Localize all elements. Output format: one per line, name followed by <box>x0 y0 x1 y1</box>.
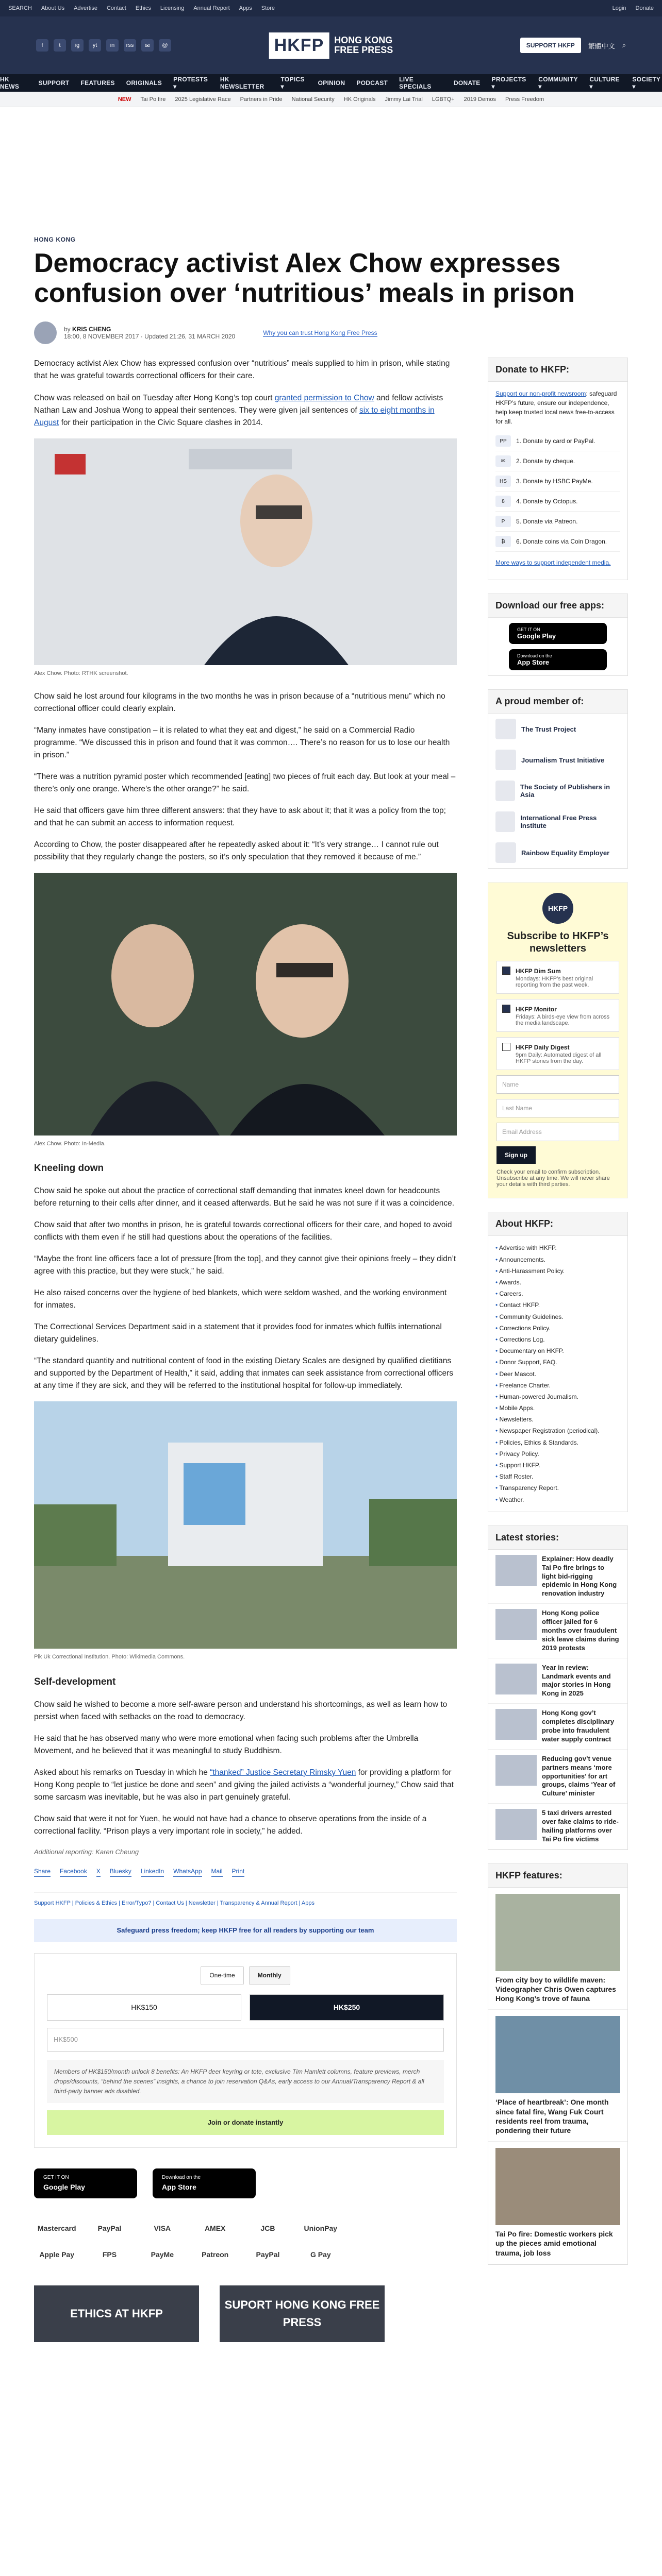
newsletter-option[interactable]: HKFP Dim Sum Mondays: HKFP’s best original reporting from the past week. <box>496 961 619 994</box>
topbar-licensing[interactable]: Licensing <box>160 5 185 11</box>
byline-row <box>34 321 628 344</box>
frequency-toggle <box>47 1966 444 1985</box>
paragraph: Chow was released on bail on Tuesday after Hong Kong’s top court granted permission to Chow and fellow activists Nathan Law and Joshua Wong to appeal their sentences. They were given jail sentences of six to eight months in August for their participation in the Civic Square clashes in 2014. <box>34 393 443 427</box>
paragraph: “The standard quantity and nutritional content of food in the existing Dietary Scales are designed by qualified dietitians and supported by the Department of Health,” it said, adding that inmates can seek assistance from correctional officers at any time if they are sick, and they will be referred to the institutional hospital for follow-up immediately. <box>34 1357 454 1391</box>
nav-item[interactable]: LIVE SPECIALS <box>399 76 432 90</box>
about-link[interactable]: • Newsletters. <box>495 1414 620 1425</box>
amount-option[interactable]: HK$150 <box>47 1994 241 2021</box>
header-actions <box>520 38 626 53</box>
cheque-icon: ✉ <box>495 455 511 467</box>
fps-icon: FPS <box>102 2250 117 2259</box>
paragraph: “There was a nutrition pyramid poster which recommended [eating] two pieces of fruit each day. But look at your meal – there’s only one orange. Where’s the other orange?” he said. <box>34 772 456 793</box>
about-link[interactable]: • Documentary on HKFP. <box>495 1345 620 1357</box>
other-amount-field[interactable]: HK$500 <box>47 2028 444 2052</box>
paragraph: Chow said he spoke out about the practice of correctional staff demanding that inmates kneel down for headcounts before returning to their cells after dinner, and it ceased afterwards. But he said he was not sure if it was a coincidence. <box>34 1187 455 1208</box>
story-item[interactable]: Hong Kong police officer jailed for 6 months over fraudulent sick leave claims during 2019 protests <box>488 1604 627 1658</box>
member-ipi[interactable]: International Free Press Institute <box>488 806 627 837</box>
about-link[interactable]: • Community Guidelines. <box>495 1311 620 1323</box>
share-linkedin[interactable]: LinkedIn <box>141 1867 164 1877</box>
author-avatar <box>34 321 57 344</box>
donate-option[interactable]: PP 1. Donate by card or PayPal. <box>495 431 620 451</box>
article-dates: 18:00, 8 NOVEMBER 2017 · Updated 21:26, 31 MARCH 2020 <box>64 333 236 341</box>
nav-item[interactable]: ORIGINALS <box>126 79 162 87</box>
feature-item[interactable]: Tai Po fire: Domestic workers pick up the pieces amid emotional trauma, job loss <box>488 2142 627 2264</box>
site-header <box>0 16 662 74</box>
support-banner[interactable]: SUPORT HONG KONG FREE PRESS <box>220 2285 385 2342</box>
footer-links[interactable]: Support HKFP | Policies & Ethics | Error/Typo? | Contact Us | Newsletter | Transparency & Annual Report | Apps <box>34 1892 457 1908</box>
about-link[interactable]: • Contact HKFP. <box>495 1299 620 1311</box>
donate-option[interactable]: ₿ 6. Donate coins via Coin Dragon. <box>495 532 620 552</box>
sopa-logo <box>495 781 515 801</box>
support-link[interactable]: Support our non-profit newsroom <box>495 390 586 398</box>
share-bar <box>34 1867 457 1877</box>
social-links <box>36 39 171 52</box>
search-icon[interactable]: ⌕ <box>622 41 626 49</box>
site-logo[interactable] <box>269 32 393 59</box>
donate-option[interactable]: 8 4. Donate by Octopus. <box>495 492 620 512</box>
story-thumbnail <box>495 1809 537 1840</box>
threads-icon[interactable]: @ <box>159 39 171 52</box>
about-link[interactable]: • Support HKFP. <box>495 1460 620 1471</box>
nav-item[interactable]: DONATE <box>453 79 481 87</box>
unionpay-icon: UnionPay <box>304 2224 338 2232</box>
linkedin-icon[interactable]: in <box>106 39 119 52</box>
share-bluesky[interactable]: Bluesky <box>110 1867 131 1877</box>
trending-link[interactable]: Tai Po fire <box>140 96 166 103</box>
story-item[interactable]: Year in review: Landmark events and major stories in Hong Kong in 2025 <box>488 1658 627 1704</box>
about-link[interactable]: • Policies, Ethics & Standards. <box>495 1437 620 1448</box>
donate-option[interactable]: HS 3. Donate by HSBC PayMe. <box>495 471 620 492</box>
logo-name: HONG KONG FREE PRESS <box>334 35 393 55</box>
share-x[interactable]: X <box>96 1867 101 1877</box>
about-link[interactable]: • Announcements. <box>495 1254 620 1265</box>
about-link[interactable]: • Human-powered Journalism. <box>495 1391 620 1402</box>
feature-item[interactable]: From city boy to wildlife maven: Videographer Chris Owen captures Hong Kong’s trove of fauna <box>488 1888 627 2010</box>
top-utility-bar <box>0 0 662 16</box>
paragraph: Chow said he wished to become a more self-aware person and understand his shortcomings, as well as learn how to persist when faced with setbacks on the road to democracy. <box>34 1700 448 1721</box>
promo-banners <box>34 2285 457 2342</box>
about-link[interactable]: • Corrections Policy. <box>495 1323 620 1334</box>
trending-link[interactable]: National Security <box>291 96 335 103</box>
topbar-search[interactable]: SEARCH <box>8 5 32 11</box>
topbar-advertise[interactable]: Advertise <box>74 5 97 11</box>
signup-button[interactable]: Sign up <box>496 1146 536 1164</box>
additional-reporting: Additional reporting: Karen Cheung <box>34 1848 139 1856</box>
photo-placeholder <box>34 438 457 665</box>
topbar-donate[interactable]: Donate <box>635 5 654 11</box>
donate-option[interactable]: P 5. Donate via Patreon. <box>495 512 620 532</box>
about-link[interactable]: • Transparency Report. <box>495 1482 620 1494</box>
about-link[interactable]: • Advertise with HKFP. <box>495 1242 620 1253</box>
rainbow-logo <box>495 842 516 863</box>
donation-widget <box>34 1953 457 2148</box>
safeguard-banner[interactable]: Safeguard press freedom; keep HKFP free for all readers by supporting our team <box>34 1919 457 1942</box>
sidebar-heading: Latest stories: <box>488 1526 627 1550</box>
trending-link[interactable]: Partners in Pride <box>240 96 283 103</box>
paragraph: “Maybe the front line officers face a lot of pressure [from the top], and they cannot give their opinions freely – they didn’t agree with this practice, but they were stuck,” he said. <box>34 1255 456 1276</box>
apps-box <box>488 594 628 676</box>
name-field[interactable]: Name <box>496 1075 619 1094</box>
share-whatsapp[interactable]: WhatsApp <box>173 1867 202 1877</box>
apple-pay-icon: Apple Pay <box>39 2250 75 2259</box>
checkbox[interactable] <box>502 1043 510 1051</box>
sidebar-heading: Download our free apps: <box>488 594 627 618</box>
inline-link[interactable]: “thanked” Justice Secretary Rimsky Yuen <box>210 1768 356 1777</box>
app-store-badges <box>34 2168 457 2198</box>
article-image-3 <box>34 1401 457 1649</box>
trending-bar <box>0 92 662 107</box>
member-jti[interactable]: Journalism Trust Initiative <box>488 744 627 775</box>
sidebar-heading: A proud member of: <box>488 690 627 714</box>
youtube-icon[interactable]: yt <box>89 39 101 52</box>
paragraph: Chow said that were it not for Yuen, he would not have had a chance to observe operations from the inside of a correctional facility. “Prison plays a very important role in society,” he added. <box>34 1815 427 1836</box>
patreon-icon: P <box>495 516 511 527</box>
google-play-badge[interactable]: GET IT ON Google Play <box>34 2168 137 2198</box>
about-box <box>488 1212 628 1512</box>
main-navigation <box>0 74 662 92</box>
inline-link[interactable]: granted permission to Chow <box>274 393 374 402</box>
article-headline: Democracy activist Alex Chow expresses confusion over ‘nutritious’ meals in prison <box>34 248 575 309</box>
story-item[interactable]: Hong Kong gov’t completes disciplinary probe into fraudulent water supply contract <box>488 1704 627 1750</box>
coin-icon: ₿ <box>495 536 511 547</box>
paragraph: According to Chow, the poster disappeared after he repeatedly asked about it: “It’s very strange… I cannot rule out possibility that they regularly change the posters, so it’s only speculation that they removed it because of me.” <box>34 840 439 861</box>
jcb-icon: JCB <box>260 2224 275 2232</box>
feature-image <box>495 2016 620 2093</box>
photo-placeholder <box>34 873 457 1136</box>
payme-icon: PayMe <box>151 2250 174 2259</box>
member-trust-project[interactable]: The Trust Project <box>488 714 627 744</box>
jti-logo <box>495 750 516 770</box>
donate-box: Donate to HKFP: Support our non-profit newsroom: safeguard HKFP’s future, ensure our independence, help keep trusted local news free-to-access for all. PP 1. Donate by card or PayPal. ✉ 2. Donate by cheque. HS 3. Donate by HSBC PayMe. 8 4. Donate by Octopus. P 5. Donate via Patreon. ₿ 6. Donate coins via Coin Dragon. More ways to support independent media. <box>488 358 628 580</box>
newsletter-logo: HKFP <box>542 893 573 924</box>
checkbox[interactable] <box>502 967 510 975</box>
nav-item[interactable]: CULTURE ▾ <box>589 76 620 90</box>
story-item[interactable]: Explainer: How deadly Tai Po fire brings to light bid-rigging epidemic in Hong Kong renovation industry <box>488 1550 627 1604</box>
topbar-apps[interactable]: Apps <box>239 5 252 11</box>
topbar-store[interactable]: Store <box>261 5 275 11</box>
article-image-2 <box>34 873 457 1136</box>
features-box <box>488 1863 628 2265</box>
members-box <box>488 689 628 869</box>
nav-item[interactable]: PROTESTS ▾ <box>173 76 208 90</box>
nav-item[interactable]: SOCIETY ▾ <box>632 76 660 90</box>
newsletter-note: Check your email to confirm subscription. Unsubscribe at any time. We will never share your details with third parties. <box>496 1169 610 1188</box>
newsletter-signup <box>488 882 628 1198</box>
feature-item[interactable]: ‘Place of heartbreak’: One month since fatal fire, Wang Fuk Court residents reel from trauma, pondering their future <box>488 2010 627 2142</box>
topbar-about[interactable]: About Us <box>41 5 65 11</box>
about-link[interactable]: • Mobile Apps. <box>495 1402 620 1414</box>
story-thumbnail <box>495 1664 537 1694</box>
about-link[interactable]: • Donor Support, FAQ. <box>495 1357 620 1368</box>
trending-link[interactable]: Press Freedom <box>505 96 544 103</box>
nav-item[interactable]: SUPPORT <box>38 79 70 87</box>
nav-item[interactable]: HK NEWSLETTER <box>220 76 264 90</box>
more-ways-link[interactable]: More ways to support independent media. <box>495 559 611 567</box>
last-name-field[interactable]: Last Name <box>496 1099 619 1117</box>
article-body <box>34 358 457 2342</box>
checkbox[interactable] <box>502 1005 510 1013</box>
share-button[interactable]: Share <box>34 1867 51 1877</box>
instagram-icon[interactable]: ig <box>71 39 84 52</box>
paragraph: “Many inmates have constipation – it is related to what they eat and digest,” he said on a Commercial Radio programme. “We discussed this in prison and found that it was common…. There’s no reason for us to lose our health in prison.” <box>34 725 450 759</box>
member-sopa[interactable]: The Society of Publishers in Asia <box>488 775 627 806</box>
article-category[interactable]: HONG KONG <box>34 236 76 243</box>
member-rainbow[interactable]: Rainbow Equality Employer <box>488 837 627 868</box>
trending-link[interactable]: 2019 Demos <box>464 96 496 103</box>
latest-stories-box <box>488 1526 628 1850</box>
sidebar-heading: HKFP features: <box>488 1864 627 1888</box>
byline: by KRIS CHENG 18:00, 8 NOVEMBER 2017 · Updated 21:26, 31 MARCH 2020 <box>64 326 236 341</box>
paragraph: Chow said that after two months in prison, he is grateful towards correctional officers for their care, and hoped to avoid conflicts with them even if he still had questions about the operations of the facilities. <box>34 1221 452 1242</box>
newsletter-title: Subscribe to HKFP’s newsletters <box>507 930 609 955</box>
about-link[interactable]: • Staff Roster. <box>495 1471 620 1482</box>
topbar-annual-report[interactable]: Annual Report <box>193 5 230 11</box>
support-hkfp-button[interactable]: SUPPORT HKFP <box>520 38 581 53</box>
story-thumbnail <box>495 1755 537 1786</box>
author-name[interactable]: KRIS CHENG <box>72 326 111 333</box>
story-item[interactable]: Reducing gov’t venue partners means ‘more opportunities’ for art groups, claims ‘Year of Culture’ minister <box>488 1750 627 1804</box>
about-link[interactable]: • Deer Mascot. <box>495 1368 620 1380</box>
trending-link[interactable]: HK Originals <box>343 96 376 103</box>
about-link[interactable]: • Careers. <box>495 1288 620 1299</box>
article-image-1 <box>34 438 457 665</box>
sidebar <box>488 358 628 2342</box>
visa-icon: VISA <box>154 2224 171 2232</box>
mail-icon[interactable]: ✉ <box>141 39 154 52</box>
trending-link[interactable]: Jimmy Lai Trial <box>385 96 423 103</box>
paypal-icon: PayPal <box>97 2224 122 2232</box>
photo-placeholder <box>34 1401 457 1649</box>
ipi-logo <box>495 811 515 832</box>
about-link[interactable]: • Awards. <box>495 1277 620 1288</box>
feature-image <box>495 1894 620 1971</box>
twitter-icon[interactable]: t <box>54 39 66 52</box>
app-store-badge[interactable]: Download on the App Store <box>509 649 607 670</box>
inline-link[interactable]: six to eight months in August <box>34 405 435 427</box>
feature-image <box>495 2148 620 2225</box>
newsletter-option[interactable]: HKFP Monitor Fridays: A birds-eye view from across the media landscape. <box>496 999 619 1032</box>
topbar-login[interactable]: Login <box>612 5 626 11</box>
email-field[interactable]: Email Address <box>496 1123 619 1141</box>
new-badge: NEW <box>118 96 131 103</box>
join-donate-button[interactable]: Join or donate instantly <box>47 2110 444 2135</box>
paragraph: Democracy activist Alex Chow has expressed confusion over “nutritious” meals supplied to him in prison, while stating that he was grateful towards correctional officers for their care. <box>34 359 450 381</box>
mastercard-icon: Mastercard <box>37 2224 76 2232</box>
newsletter-option[interactable]: HKFP Daily Digest 9pm Daily: Automated digest of all HKFP stories from the day. <box>496 1037 619 1070</box>
app-store-badge[interactable]: Download on the App Store <box>153 2168 256 2198</box>
nav-item[interactable]: PROJECTS ▾ <box>491 76 526 90</box>
member-benefits: Members of HK$150/month unlock 8 benefits: An HKFP deer keyring or tote, exclusive Tim Hamlett columns, feature previews, merch drops/discounts, “behind the scenes” insights, a chance to join reservation Q&As, early access to our Annual/Transparency Report & all third-party banner ads disabled. <box>47 2060 444 2103</box>
about-link[interactable]: • Privacy Policy. <box>495 1448 620 1460</box>
card-icon: PP <box>495 435 511 447</box>
paragraph: The Correctional Services Department said in a statement that it provides food for inmates which fulfils international dietary guidelines. <box>34 1323 442 1344</box>
topbar-contact[interactable]: Contact <box>106 5 126 11</box>
sidebar-heading: Donate to HKFP: <box>488 358 627 382</box>
paragraph: Asked about his remarks on Tuesday in which he “thanked” Justice Secretary Rimsky Yuen for providing a platform for Hong Kong people to “let justice be done and seen” and giving the jailed activists a “wonderful journey,” Chow said that some sarcasm was inevitable, but he was also in part genuinely grateful. <box>34 1768 454 1802</box>
google-pay-icon: G Pay <box>310 2250 331 2259</box>
story-thumbnail <box>495 1709 537 1740</box>
image-caption: Alex Chow. Photo: RTHK screenshot. <box>34 670 128 676</box>
language-switch[interactable]: 繁體中文 <box>588 42 615 50</box>
section-heading: Self-development <box>34 1676 116 1687</box>
patreon-icon: Patreon <box>202 2250 229 2259</box>
amount-option-selected[interactable]: HK$250 <box>250 1994 444 2021</box>
paypal-icon: PayPal <box>256 2250 280 2259</box>
ethics-banner[interactable]: ETHICS AT HKFP <box>34 2285 199 2342</box>
nav-item[interactable]: OPINION <box>318 79 345 87</box>
topbar-ethics[interactable]: Ethics <box>135 5 151 11</box>
trust-project-logo <box>495 719 516 739</box>
logo-mark: HKFP <box>269 32 329 59</box>
paragraph: He said that officers gave him three different answers: that they have to ask about it; that it was a policy from the top; and that he can submit an access to information request. <box>34 806 446 827</box>
story-item[interactable]: 5 taxi drivers arrested over fake claims to ride-hailing platforms over Tai Po fire victims <box>488 1804 627 1850</box>
section-heading: Kneeling down <box>34 1162 104 1174</box>
share-facebook[interactable]: Facebook <box>60 1867 87 1877</box>
paragraph: He also raised concerns over the hygiene of bed blankets, which were seldom washed, and the working environment for inmates. <box>34 1289 447 1310</box>
nav-item[interactable]: HK NEWS <box>0 76 20 90</box>
page-container <box>0 236 662 2342</box>
octopus-icon: 8 <box>495 496 511 507</box>
trust-link[interactable]: Why you can trust Hong Kong Free Press <box>263 329 377 336</box>
story-thumbnail <box>495 1609 537 1640</box>
about-list <box>488 1236 627 1511</box>
amex-icon: AMEX <box>204 2224 226 2232</box>
paragraph: Chow said he lost around four kilograms in the two months he was in prison because of a “nutritious menu” which no correctional officer could clearly explain. <box>34 691 445 713</box>
trending-link[interactable]: 2025 Legislative Race <box>175 96 231 103</box>
payme-icon: HS <box>495 476 511 487</box>
about-link[interactable]: • Freelance Charter. <box>495 1380 620 1391</box>
share-print[interactable]: Print <box>232 1867 245 1877</box>
content-columns <box>34 358 628 2342</box>
nav-item[interactable]: PODCAST <box>356 79 388 87</box>
image-caption: Alex Chow. Photo: In-Media. <box>34 1140 106 1147</box>
amount-options <box>47 1994 444 2021</box>
image-caption: Pik Uk Correctional Institution. Photo: Wikimedia Commons. <box>34 1654 185 1660</box>
paragraph: He said that he has observed many who were more emotional when facing such problems after the Umbrella Movement, and he believed that it was meaningful to study Buddhism. <box>34 1734 419 1755</box>
freq-one-time[interactable]: One-time <box>201 1966 243 1985</box>
nav-item[interactable]: FEATURES <box>80 79 115 87</box>
google-play-badge[interactable]: GET IT ON Google Play <box>509 623 607 644</box>
nav-item[interactable]: COMMUNITY ▾ <box>538 76 578 90</box>
rss-icon[interactable]: rss <box>124 39 136 52</box>
nav-item[interactable]: TOPICS ▾ <box>280 76 305 90</box>
trending-link[interactable]: LGBTQ+ <box>432 96 455 103</box>
sidebar-heading: About HKFP: <box>488 1212 627 1236</box>
payment-methods <box>34 2219 343 2265</box>
share-mail[interactable]: Mail <box>211 1867 223 1877</box>
about-link[interactable]: • Weather. <box>495 1494 620 1505</box>
about-link[interactable]: • Anti-Harassment Policy. <box>495 1265 620 1277</box>
freq-monthly[interactable]: Monthly <box>249 1966 290 1985</box>
about-link[interactable]: • Corrections Log. <box>495 1334 620 1345</box>
story-thumbnail <box>495 1555 537 1586</box>
facebook-icon[interactable]: f <box>36 39 48 52</box>
about-link[interactable]: • Newspaper Registration (periodical). <box>495 1425 620 1436</box>
donate-option[interactable]: ✉ 2. Donate by cheque. <box>495 451 620 471</box>
